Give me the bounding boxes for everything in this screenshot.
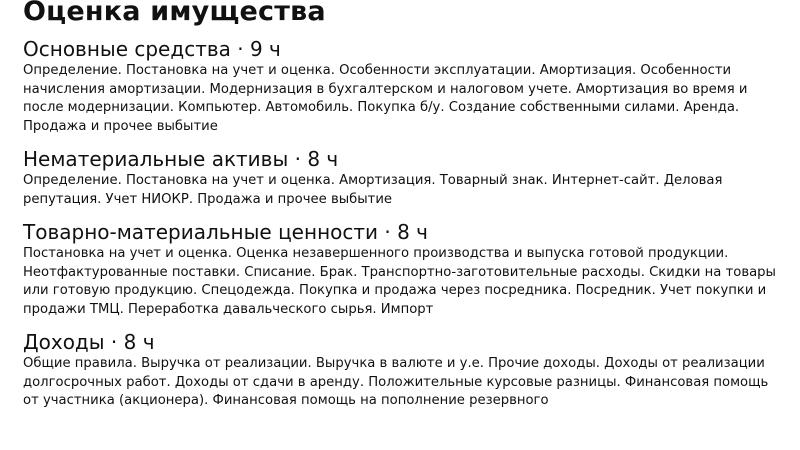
section-heading: Товарно-материальные ценности · 8 ч bbox=[23, 220, 428, 244]
section-heading: Нематериальные активы · 8 ч bbox=[23, 147, 339, 171]
document-page bbox=[23, 0, 783, 421]
section-heading: Доходы · 8 ч bbox=[23, 330, 155, 354]
section-heading: Основные средства · 9 ч bbox=[23, 37, 281, 61]
section-body: Определение. Постановка на учет и оценка. Амортизация. Товарный знак. Интернет-сайт. Деловая репутация. Учет НИОКР. Продажа и прочее выбытие bbox=[23, 173, 723, 207]
section-body: Постановка на учет и оценка. Оценка незавершенного производства и выпуска готовой продукции. Неотфактурованные поставки. Списание. Брак. Транспортно-заготовительные расходы. Скидки на товары или готовую продукцию. Спецодежда. Покупка и продажа через посредника. Посредник. Учет покупки и продажи ТМЦ. Переработка давальческого сырья. Импорт bbox=[23, 246, 776, 317]
section-income bbox=[23, 329, 783, 411]
section-body: Определение. Постановка на учет и оценка. Особенности эксплуатации. Амортизация. Особенности начисления амортизации. Модернизация в бухгалтерском и налоговом учете. Амортизация во время и после модернизации. Компьютер. Автомобиль. Покупка б/у. Создание собственными силами. Аренда. Продажа и прочее выбытие bbox=[23, 63, 748, 134]
section-body: Общие правила. Выручка от реализации. Выручка в валюте и у.е. Прочие доходы. Доходы от реализации долгосрочных работ. Доходы от сдачи в аренду. Положительные курсовые разницы. Финансовая помощь от участника (акционера). Финансовая помощь на пополнение резервного bbox=[23, 356, 769, 408]
page-title: Оценка имущества bbox=[23, 0, 326, 27]
section-inventory bbox=[23, 219, 783, 319]
section-fixed-assets bbox=[23, 36, 783, 136]
section-intangible-assets bbox=[23, 146, 783, 209]
